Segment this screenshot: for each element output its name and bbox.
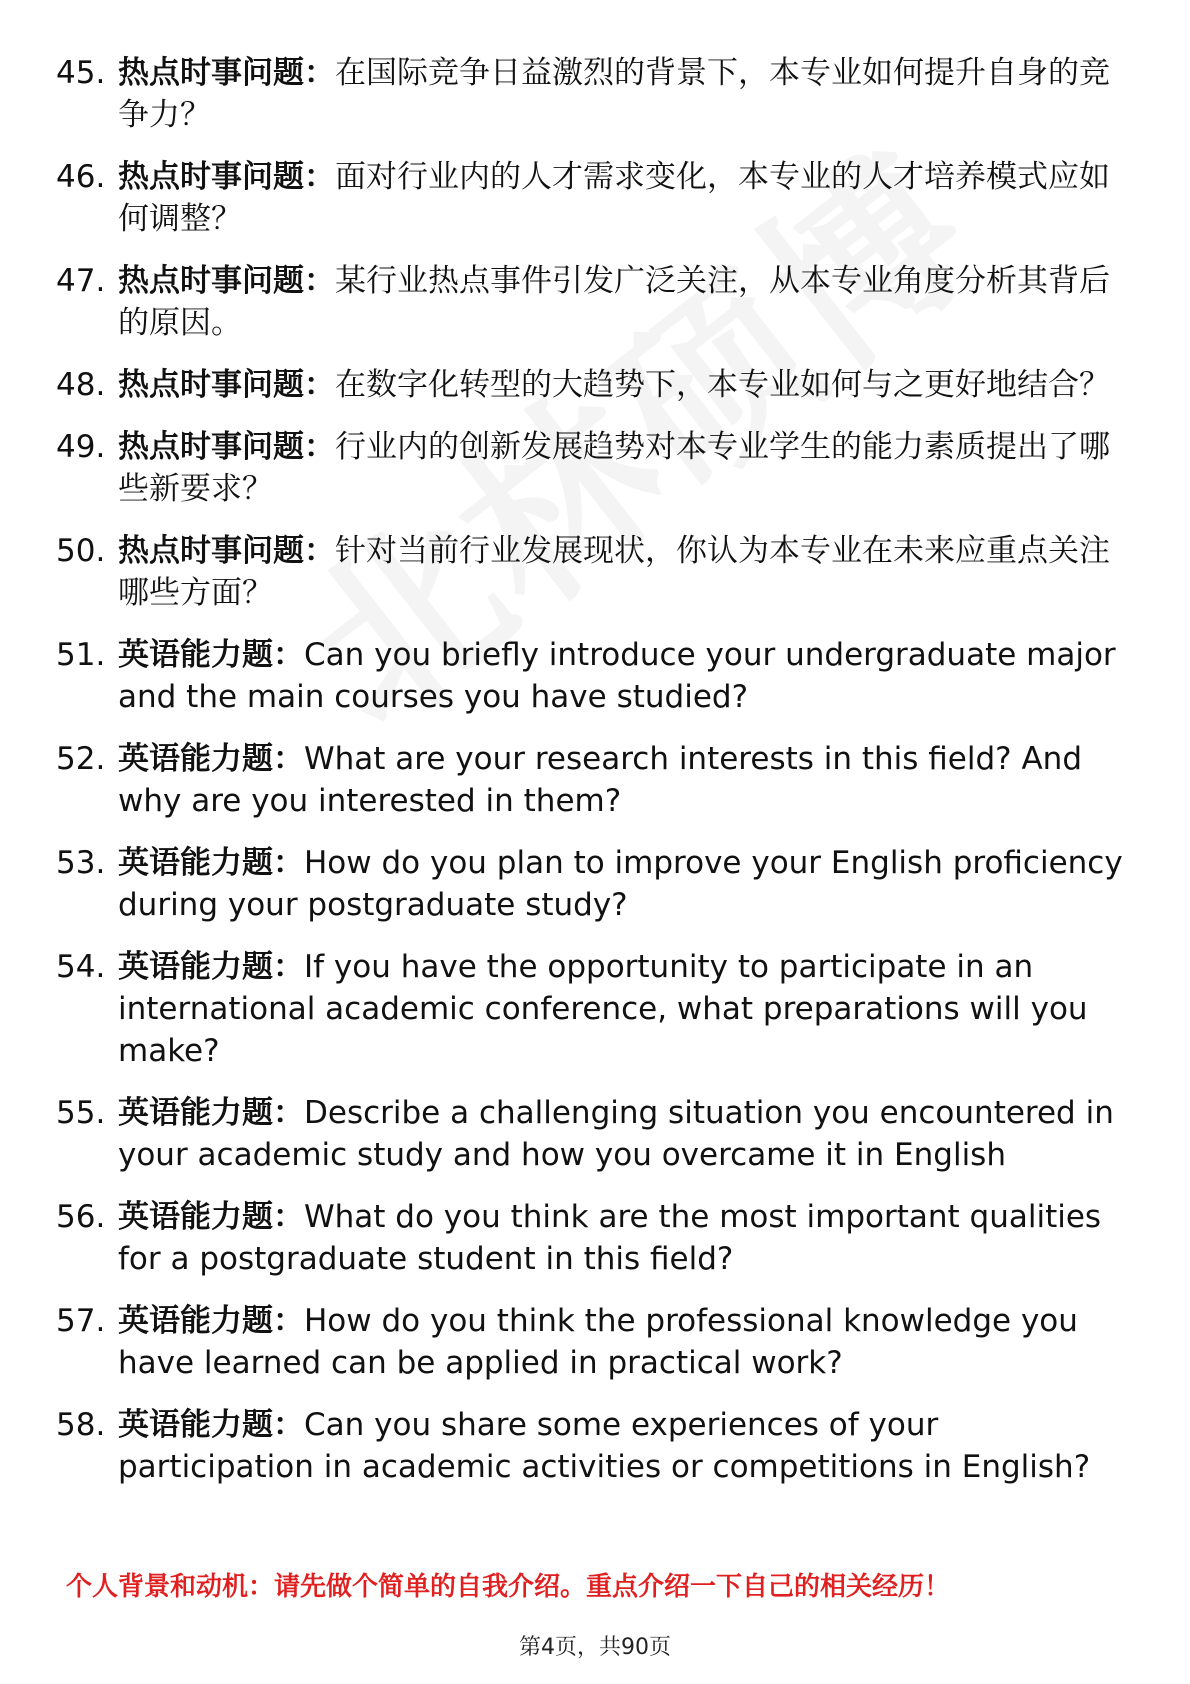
question-number: 46.: [56, 159, 106, 195]
question-number: 57.: [56, 1303, 106, 1339]
question-category: 英语能力题：: [118, 949, 304, 985]
question-body: [118, 1092, 1126, 1176]
question-category: 英语能力题：: [118, 1095, 304, 1131]
question-category: 热点时事问题：: [118, 159, 335, 195]
question-item: [56, 52, 1126, 136]
question-body: [118, 946, 1126, 1072]
question-category: 热点时事问题：: [118, 429, 335, 465]
question-number: 48.: [56, 367, 106, 403]
question-item: [56, 946, 1126, 1072]
question-text: How do you plan to improve your English proficiency during your postgraduate study?: [118, 845, 1123, 923]
page-number: 第4页，共90页: [519, 1635, 671, 1660]
question-text: Describe a challenging situation you encountered in your academic study and how you overcame it in English: [118, 1095, 1114, 1173]
question-number: 54.: [56, 949, 106, 985]
question-text: 面对行业内的人才需求变化，本专业的人才培养模式应如何调整？: [118, 159, 1110, 237]
section-heading-note: 个人背景和动机：请先做个简单的自我介绍。重点介绍一下自己的相关经历！: [66, 1572, 951, 1602]
question-number: 58.: [56, 1407, 106, 1443]
question-text: Can you briefly introduce your undergraduate major and the main courses you have studied?: [118, 637, 1116, 715]
question-text: What are your research interests in this field? And why are you interested in them?: [118, 741, 1083, 819]
question-category: 英语能力题：: [118, 845, 304, 881]
question-text: How do you think the professional knowledge you have learned can be applied in practical work?: [118, 1303, 1078, 1381]
question-body: [118, 156, 1126, 240]
question-category: 热点时事问题：: [118, 533, 335, 569]
question-number: 49.: [56, 429, 106, 465]
question-text: 某行业热点事件引发广泛关注，从本专业角度分析其背后的原因。: [118, 263, 1110, 341]
question-category: 英语能力题：: [118, 741, 304, 777]
question-item: [56, 1196, 1126, 1280]
question-text: What do you think are the most important qualities for a postgraduate student in this field?: [118, 1199, 1102, 1277]
question-list: [56, 52, 1126, 1508]
question-body: [118, 634, 1126, 718]
question-item: [56, 634, 1126, 718]
question-text: 在数字化转型的大趋势下，本专业如何与之更好地结合？: [335, 367, 1110, 403]
question-body: [118, 364, 1126, 406]
question-number: 56.: [56, 1199, 106, 1235]
question-body: [118, 426, 1126, 510]
question-category: 英语能力题：: [118, 1407, 304, 1443]
question-body: [118, 1196, 1126, 1280]
question-text: If you have the opportunity to participate in an international academic conference, what preparations will you make?: [118, 949, 1088, 1069]
question-body: [118, 260, 1126, 344]
question-category: 热点时事问题：: [118, 263, 335, 299]
question-body: [118, 530, 1126, 614]
question-category: 英语能力题：: [118, 1199, 304, 1235]
question-body: [118, 1404, 1126, 1488]
question-item: [56, 1092, 1126, 1176]
question-number: 52.: [56, 741, 106, 777]
question-category: 热点时事问题：: [118, 55, 335, 91]
question-number: 45.: [56, 55, 106, 91]
question-body: [118, 842, 1126, 926]
question-number: 53.: [56, 845, 106, 881]
question-number: 47.: [56, 263, 106, 299]
question-category: 热点时事问题：: [118, 367, 335, 403]
question-number: 55.: [56, 1095, 106, 1131]
question-item: [56, 364, 1126, 406]
question-body: [118, 1300, 1126, 1384]
question-item: [56, 738, 1126, 822]
question-item: [56, 260, 1126, 344]
question-item: [56, 1300, 1126, 1384]
question-text: 针对当前行业发展现状，你认为本专业在未来应重点关注哪些方面？: [118, 533, 1110, 611]
question-item: [56, 842, 1126, 926]
question-item: [56, 1404, 1126, 1488]
question-item: [56, 530, 1126, 614]
question-text: 行业内的创新发展趋势对本专业学生的能力素质提出了哪些新要求？: [118, 429, 1110, 507]
question-item: [56, 156, 1126, 240]
question-text: Can you share some experiences of your participation in academic activities or competitions in English?: [118, 1407, 1091, 1485]
question-number: 51.: [56, 637, 106, 673]
question-item: [56, 426, 1126, 510]
question-body: [118, 52, 1126, 136]
question-category: 英语能力题：: [118, 637, 304, 673]
question-number: 50.: [56, 533, 106, 569]
question-text: 在国际竞争日益激烈的背景下，本专业如何提升自身的竞争力？: [118, 55, 1110, 133]
question-body: [118, 738, 1126, 822]
question-category: 英语能力题：: [118, 1303, 304, 1339]
